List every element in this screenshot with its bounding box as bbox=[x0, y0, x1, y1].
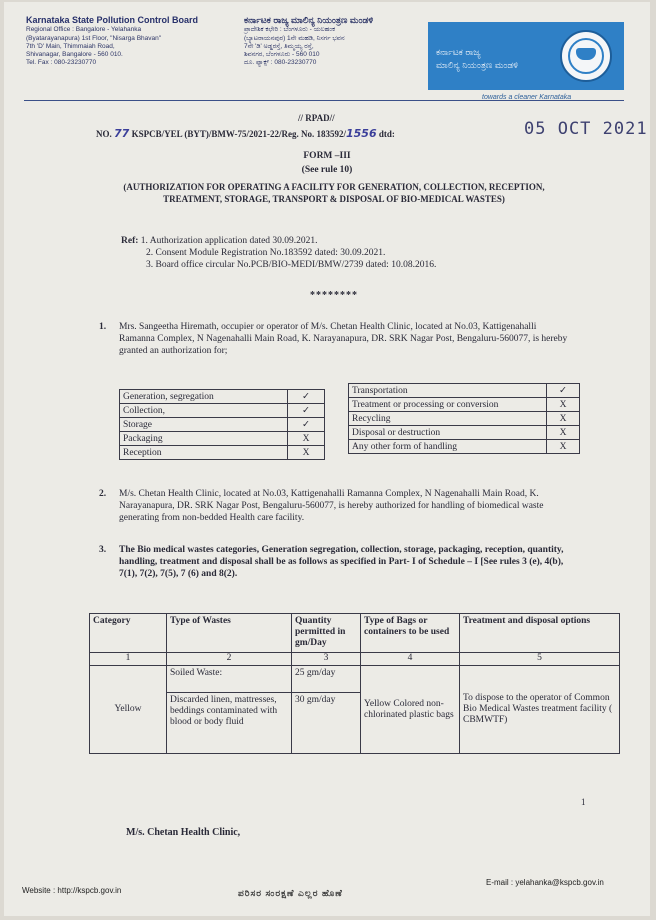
form-title: FORM –III bbox=[303, 151, 351, 161]
activity-label: Any other form of handling bbox=[349, 440, 547, 454]
emblem-icon bbox=[560, 30, 612, 82]
column-header: Type of Wastes bbox=[167, 614, 292, 653]
address-line-kannada: ಶಿವನಗರ, ಬೆಂಗಳೂರು - 560 010 bbox=[244, 51, 320, 59]
address-line: Tel. Fax : 080-23230770 bbox=[26, 59, 97, 67]
activity-label: Collection, bbox=[120, 404, 288, 418]
letterhead-english bbox=[26, 16, 246, 68]
reference-line bbox=[121, 235, 436, 247]
authorization-table-left bbox=[119, 389, 325, 460]
letterhead-kannada bbox=[244, 16, 424, 68]
reference-item: 2. Consent Module Registration No.183592 dated: 30.09.2021. bbox=[146, 248, 386, 258]
footer-slogan-kannada: ಪರಿಸರ ಸಂರಕ್ಷಣೆ ಎಲ್ಲರ ಹೊಣೆ bbox=[238, 888, 343, 898]
column-header: Treatment and disposal options bbox=[460, 614, 620, 653]
activity-mark: X bbox=[547, 426, 580, 440]
table-header-row bbox=[90, 614, 620, 653]
signature-block-name: M/s. Chetan Health Clinic, bbox=[126, 827, 241, 838]
document-page bbox=[4, 2, 650, 916]
address-line: (Byatarayanapura) 1st Floor, "Nisarga Bhavan" bbox=[26, 34, 162, 42]
ref-dated-label: dtd: bbox=[378, 129, 395, 139]
logo-text-line: ಮಾಲಿನ್ಯ ನಿಯಂತ್ರಣ ಮಂಡಳಿ bbox=[436, 60, 519, 70]
activity-label: Disposal or destruction bbox=[349, 426, 547, 440]
activity-mark: X bbox=[547, 412, 580, 426]
reference-item: 1. Authorization application dated 30.09.2021. bbox=[140, 236, 318, 246]
treatment-cell: To dispose to the operator of Common Bio Medical Wastes treatment facility ( CBMWTF) bbox=[460, 666, 620, 754]
activity-mark: ✓ bbox=[288, 418, 325, 432]
waste-type-cell: Soiled Waste: bbox=[167, 666, 292, 693]
column-number: 4 bbox=[361, 653, 460, 666]
board-name: Karnataka State Pollution Control Board bbox=[26, 15, 199, 25]
address-line: 7th 'D' Main, Thimmaiah Road, bbox=[26, 42, 115, 50]
rpad-label: // RPAD// bbox=[298, 113, 335, 123]
activity-label: Storage bbox=[120, 418, 288, 432]
tagline: towards a cleaner Karnataka bbox=[482, 94, 572, 101]
activity-label: Generation, segregation bbox=[120, 390, 288, 404]
table-row bbox=[120, 404, 325, 418]
activity-mark: X bbox=[288, 432, 325, 446]
authorization-title: (AUTHORIZATION FOR OPERATING A FACILITY FOR GENERATION, COLLECTION, RECEPTION, TREATMENT, STORAGE, TRANSPORT & DISPOSAL OF BIO-MEDICAL WASTES) bbox=[123, 182, 545, 204]
table-row bbox=[349, 412, 580, 426]
address-line: Shivanagar, Bangalore - 560 010. bbox=[26, 51, 123, 59]
address-line-kannada: ಪ್ರಾದೇಶಿಕ ಕಛೇರಿ : ಬೆಂಗಳೂರು - ಯಲಹಂಕ bbox=[244, 26, 336, 34]
paragraph-1 bbox=[99, 321, 574, 357]
column-number: 3 bbox=[292, 653, 361, 666]
table-row bbox=[120, 390, 325, 404]
waste-category-table bbox=[89, 613, 620, 754]
reference-number bbox=[96, 127, 395, 140]
header-divider bbox=[24, 100, 624, 101]
column-number: 1 bbox=[90, 653, 167, 666]
reference-line bbox=[121, 247, 436, 259]
paragraph-number: 2. bbox=[99, 489, 107, 499]
activity-label: Transportation bbox=[349, 384, 547, 398]
stamp-date: 05 OCT 2021 bbox=[524, 119, 648, 139]
table-row bbox=[120, 432, 325, 446]
reference-item: 3. Board office circular No.PCB/BIO-MEDI/BMW/2739 dated: 10.08.2016. bbox=[146, 260, 437, 270]
bag-type-cell: Yellow Colored non-chlorinated plastic bags bbox=[361, 666, 460, 754]
activity-label: Packaging bbox=[120, 432, 288, 446]
reference-line bbox=[121, 259, 436, 271]
logo-text bbox=[436, 46, 518, 72]
paragraph-number: 1. bbox=[99, 322, 107, 332]
address-line-kannada: (ಬ್ಯಾಟರಾಯನಪುರ) 1ನೇ ಮಹಡಿ, ನಿಸರ್ಗ ಭವನ bbox=[244, 34, 345, 42]
activity-label: Treatment or processing or conversion bbox=[349, 398, 547, 412]
footer-website: Website : http://kspcb.gov.in bbox=[22, 886, 122, 895]
column-number: 2 bbox=[167, 653, 292, 666]
page-number: 1 bbox=[581, 797, 586, 807]
activity-mark: X bbox=[547, 398, 580, 412]
separator-stars: ******** bbox=[310, 290, 358, 301]
table-row bbox=[349, 440, 580, 454]
activity-label: Reception bbox=[120, 446, 288, 460]
logo-text-line: ಕರ್ನಾಟಕ ರಾಜ್ಯ bbox=[436, 47, 481, 57]
address-line: Regional Office : Bangalore - Yelahanka bbox=[26, 26, 142, 34]
activity-mark: X bbox=[547, 440, 580, 454]
waste-type-cell: Discarded linen, mattresses, beddings contaminated with blood or body fluid bbox=[167, 693, 292, 754]
ref-handwritten-number: 77 bbox=[114, 127, 130, 140]
category-cell: Yellow bbox=[90, 666, 167, 754]
column-header: Category bbox=[90, 614, 167, 653]
table-row bbox=[349, 426, 580, 440]
ref-handwritten-number: 1556 bbox=[345, 127, 377, 140]
table-row bbox=[90, 666, 620, 693]
table-number-row bbox=[90, 653, 620, 666]
ref-label: Ref: bbox=[121, 236, 139, 246]
activity-mark: ✓ bbox=[288, 390, 325, 404]
activity-mark: ✓ bbox=[288, 404, 325, 418]
column-number: 5 bbox=[460, 653, 620, 666]
activity-mark: X bbox=[288, 446, 325, 460]
board-name-kannada: ಕರ್ನಾಟಕ ರಾಜ್ಯ ಮಾಲಿನ್ಯ ನಿಯಂತ್ರಣ ಮಂಡಳಿ bbox=[244, 15, 374, 25]
column-header: Type of Bags or containers to be used bbox=[361, 614, 460, 653]
paragraph-2 bbox=[99, 488, 581, 524]
quantity-cell: 30 gm/day bbox=[292, 693, 361, 754]
column-header: Quantity permitted in gm/Day bbox=[292, 614, 361, 653]
footer-email: E-mail : yelahanka@kspcb.gov.in bbox=[486, 878, 604, 887]
paragraph-number: 3. bbox=[99, 545, 107, 555]
paragraph-3 bbox=[99, 544, 581, 580]
activity-label: Recycling bbox=[349, 412, 547, 426]
table-row bbox=[349, 398, 580, 412]
address-line-kannada: 7ನೇ 'ಡಿ' ಅಡ್ಡರಸ್ತೆ, ತಿಮ್ಮಯ್ಯ ರಸ್ತೆ, bbox=[244, 42, 314, 50]
activity-mark: ✓ bbox=[547, 384, 580, 398]
paragraph-text: M/s. Chetan Health Clinic, located at No.03, Kattigenahalli Ramanna Complex, N Nagenahalli Main Road, K. Narayanapura, DR. SRK Nagar Post, Bengaluru-560077, is hereby authorized for handling of biomedical waste generating from non-bedded Health care facility. bbox=[119, 489, 544, 523]
references bbox=[121, 235, 436, 271]
paragraph-text: Mrs. Sangeetha Hiremath, occupier or operator of M/s. Chetan Health Clinic, located at No.03, Kattigenahalli Ramanna Complex, N Nagenahalli Main Road, K. Narayanapura, DR. SRK Nagar Post, Bengaluru-560077, is hereby granted an authorization for; bbox=[119, 322, 568, 356]
ref-prefix: NO. bbox=[96, 129, 112, 139]
authorization-table-right bbox=[348, 383, 580, 454]
table-row bbox=[120, 418, 325, 432]
board-logo bbox=[428, 22, 624, 90]
quantity-cell: 25 gm/day bbox=[292, 666, 361, 693]
form-rule: (See rule 10) bbox=[301, 165, 353, 175]
table-row bbox=[120, 446, 325, 460]
table-row bbox=[349, 384, 580, 398]
paragraph-text: The Bio medical wastes categories, Generation segregation, collection, storage, packaging, reception, quantity, handling, treatment and disposal shall be as follows as specified in Part- I of Schedule – I [See rules 3 (e), 4(b), 7(1), 7(2), 7(5), 7 (6) and 8(2). bbox=[119, 545, 564, 579]
address-line-kannada: ದೂ. ಫ್ಯಾಕ್ಸ್ : 080-23230770 bbox=[244, 59, 317, 67]
ref-body: KSPCB/YEL (BYT)/BMW-75/2021-22/Reg. No. 183592/ bbox=[131, 129, 346, 139]
